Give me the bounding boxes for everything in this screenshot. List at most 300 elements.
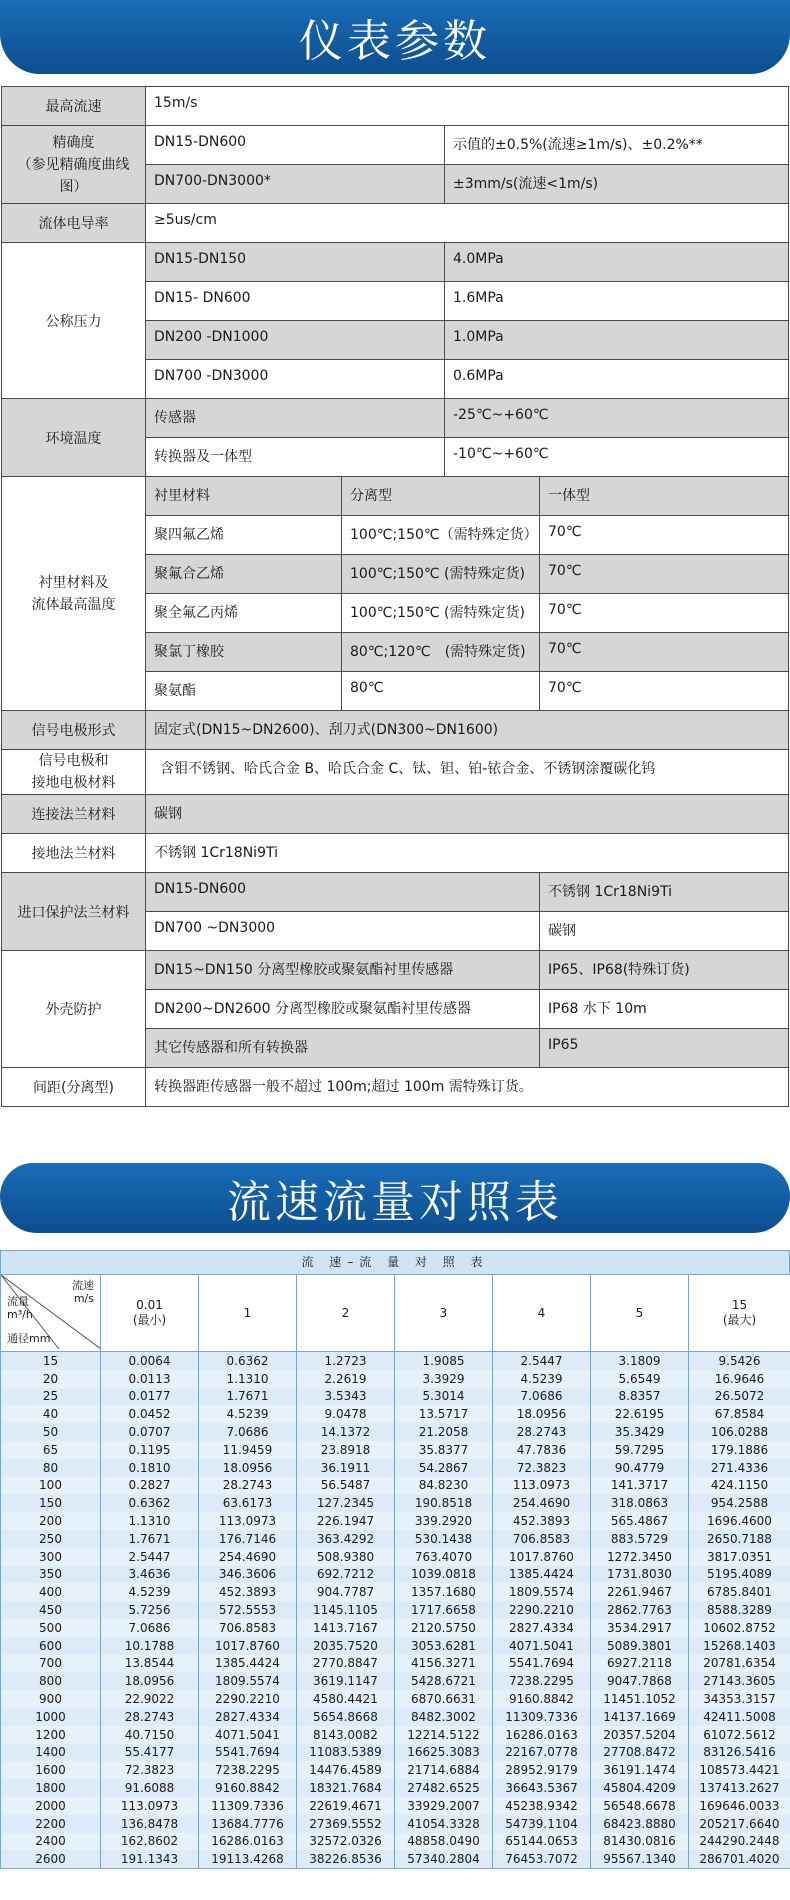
flow-table-row bbox=[1, 1477, 790, 1495]
flow-value-cell: 9.5426 bbox=[689, 1352, 790, 1370]
flow-value-cell: 81430.0816 bbox=[591, 1833, 689, 1851]
flow-value-cell: 0.0707 bbox=[101, 1423, 199, 1441]
flow-diameter-cell: 1000 bbox=[1, 1708, 101, 1726]
flow-value-cell: 8.8357 bbox=[591, 1388, 689, 1406]
flow-value-cell: 141.3717 bbox=[591, 1477, 689, 1495]
flow-value-cell: 424.1150 bbox=[689, 1477, 790, 1495]
flow-value-cell: 7.0686 bbox=[199, 1423, 297, 1441]
spec-value: DN15- DN600 bbox=[146, 282, 445, 321]
flow-value-cell: 706.8583 bbox=[199, 1619, 297, 1637]
flow-value-cell: 57340.2804 bbox=[395, 1850, 493, 1868]
flow-value-cell: 176.7146 bbox=[199, 1530, 297, 1548]
flow-table-row bbox=[1, 1583, 790, 1601]
flow-value-cell: 14476.4589 bbox=[297, 1761, 395, 1779]
flow-value-cell: 113.0973 bbox=[199, 1512, 297, 1530]
spec-value: 4.0MPa bbox=[445, 243, 789, 282]
flow-value-cell: 3534.2917 bbox=[591, 1619, 689, 1637]
flow-value-cell: 5541.7694 bbox=[493, 1655, 591, 1673]
flow-value-cell: 1385.4424 bbox=[199, 1655, 297, 1673]
flow-table-row bbox=[1, 1815, 790, 1833]
flow-diameter-cell: 400 bbox=[1, 1583, 101, 1601]
flow-diameter-cell: 350 bbox=[1, 1566, 101, 1584]
flow-value-cell: 32572.0326 bbox=[297, 1833, 395, 1851]
flow-table-row bbox=[1, 1512, 790, 1530]
flow-value-cell: 286701.4020 bbox=[689, 1850, 790, 1868]
flow-value-cell: 76453.7072 bbox=[493, 1850, 591, 1868]
flow-diameter-cell: 65 bbox=[1, 1441, 101, 1459]
flow-table-row bbox=[1, 1761, 790, 1779]
flow-value-cell: 27708.8472 bbox=[591, 1744, 689, 1762]
flow-value-cell: 452.3893 bbox=[199, 1583, 297, 1601]
flow-value-cell: 5541.7694 bbox=[199, 1744, 297, 1762]
spec-value: 含钼不锈钢、哈氏合金 B、哈氏合金 C、钛、钽、铂-铱合金、不锈钢涂覆碳化钨 bbox=[146, 750, 789, 795]
flow-col-header bbox=[395, 1275, 493, 1352]
flow-diameter-cell: 100 bbox=[1, 1477, 101, 1495]
spec-label: 环境温度 bbox=[2, 399, 146, 477]
spec-label bbox=[2, 750, 146, 795]
flow-value-cell: 40.7150 bbox=[101, 1726, 199, 1744]
flow-table-row bbox=[1, 1708, 790, 1726]
flow-value-cell: 113.0973 bbox=[493, 1477, 591, 1495]
flow-value-cell: 95567.1340 bbox=[591, 1850, 689, 1868]
flow-value-cell: 14.1372 bbox=[297, 1423, 395, 1441]
flow-value-cell: 706.8583 bbox=[493, 1530, 591, 1548]
spec-value: 其它传感器和所有转换器 bbox=[146, 1029, 540, 1068]
flow-table-row bbox=[1, 1494, 790, 1512]
flow-table-row bbox=[1, 1619, 790, 1637]
flow-value-cell: 38226.8536 bbox=[297, 1850, 395, 1868]
flow-value-cell: 45804.4209 bbox=[591, 1779, 689, 1797]
flow-diameter-cell: 300 bbox=[1, 1548, 101, 1566]
flow-value-cell: 18.0956 bbox=[199, 1459, 297, 1477]
flow-col-note: (最小) bbox=[132, 1313, 167, 1327]
flow-col-speed: 5 bbox=[635, 1305, 644, 1320]
flow-value-cell: 0.0113 bbox=[101, 1370, 199, 1388]
flow-value-cell: 318.0863 bbox=[591, 1494, 689, 1512]
flow-diameter-cell: 2400 bbox=[1, 1833, 101, 1851]
flow-value-cell: 254.4690 bbox=[199, 1548, 297, 1566]
corner-speed: 流速 bbox=[72, 1279, 94, 1292]
section-banner-params bbox=[0, 0, 790, 74]
spec-value: 碳钢 bbox=[540, 912, 789, 951]
flow-col-header bbox=[101, 1275, 199, 1352]
flow-col-header bbox=[493, 1275, 591, 1352]
flow-table-row bbox=[1, 1370, 790, 1388]
flow-col-speed: 4 bbox=[537, 1305, 546, 1320]
flow-value-cell: 1696.4600 bbox=[689, 1512, 790, 1530]
flow-value-cell: 28.2743 bbox=[199, 1477, 297, 1495]
corner-flow: 流量 bbox=[7, 1295, 29, 1308]
flow-value-cell: 65144.0653 bbox=[493, 1833, 591, 1851]
flow-value-cell: 4580.4421 bbox=[297, 1690, 395, 1708]
flow-value-cell: 21714.6884 bbox=[395, 1761, 493, 1779]
flow-value-cell: 106.0288 bbox=[689, 1423, 790, 1441]
flow-table bbox=[0, 1274, 790, 1869]
flow-value-cell: 1039.0818 bbox=[395, 1566, 493, 1584]
flow-diameter-cell: 800 bbox=[1, 1672, 101, 1690]
spec-value: 100℃;150℃（需特殊定货） bbox=[342, 516, 540, 555]
flow-value-cell: 4071.5041 bbox=[199, 1726, 297, 1744]
flow-value-cell: 1017.8760 bbox=[493, 1548, 591, 1566]
flow-table-row bbox=[1, 1548, 790, 1566]
flow-value-cell: 0.2827 bbox=[101, 1477, 199, 1495]
spec-value: 100℃;150℃ (需特殊定货) bbox=[342, 555, 540, 594]
flow-value-cell: 244290.2448 bbox=[689, 1833, 790, 1851]
flow-diameter-cell: 600 bbox=[1, 1637, 101, 1655]
flow-value-cell: 55.4177 bbox=[101, 1744, 199, 1762]
flow-diameter-cell: 1200 bbox=[1, 1726, 101, 1744]
flow-value-cell: 11451.1052 bbox=[591, 1690, 689, 1708]
flow-table-row bbox=[1, 1530, 790, 1548]
flow-value-cell: 63.6173 bbox=[199, 1494, 297, 1512]
flow-value-cell: 13684.7776 bbox=[199, 1815, 297, 1833]
flow-diameter-cell: 2000 bbox=[1, 1797, 101, 1815]
flow-value-cell: 23.8918 bbox=[297, 1441, 395, 1459]
spec-value: DN15-DN600 bbox=[146, 873, 540, 912]
spec-value: IP68 水下 10m bbox=[540, 990, 789, 1029]
spec-subheader: 衬里材料 bbox=[146, 477, 342, 516]
flow-diameter-cell: 250 bbox=[1, 1530, 101, 1548]
flow-value-cell: 33929.2007 bbox=[395, 1797, 493, 1815]
flow-value-cell: 5654.8668 bbox=[297, 1708, 395, 1726]
flow-value-cell: 692.7212 bbox=[297, 1566, 395, 1584]
flow-table-row bbox=[1, 1388, 790, 1406]
flow-value-cell: 27482.6525 bbox=[395, 1779, 493, 1797]
spec-label: 信号电极形式 bbox=[2, 711, 146, 750]
flow-diameter-cell: 1800 bbox=[1, 1779, 101, 1797]
flow-diameter-cell: 40 bbox=[1, 1405, 101, 1423]
flow-value-cell: 83126.5416 bbox=[689, 1744, 790, 1762]
flow-value-cell: 271.4336 bbox=[689, 1459, 790, 1477]
spec-label-line: 接地电极材料 bbox=[31, 775, 116, 791]
flow-value-cell: 90.4779 bbox=[591, 1459, 689, 1477]
flow-value-cell: 1.9085 bbox=[395, 1352, 493, 1370]
flow-value-cell: 3817.0351 bbox=[689, 1548, 790, 1566]
spec-label-line: 信号电极和 bbox=[38, 753, 109, 769]
flow-table-title: 流 速–流 量 对 照 表 bbox=[0, 1250, 790, 1274]
flow-diameter-cell: 2600 bbox=[1, 1850, 101, 1868]
spec-value: 70℃ bbox=[540, 633, 789, 672]
flow-table-wrapper bbox=[0, 1250, 790, 1869]
spec-label-line: 流体最高温度 bbox=[31, 596, 116, 613]
flow-value-cell: 7.0686 bbox=[101, 1619, 199, 1637]
flow-value-cell: 27143.3605 bbox=[689, 1672, 790, 1690]
flow-col-header bbox=[591, 1275, 689, 1352]
corner-flow-unit: m³/h bbox=[7, 1308, 33, 1321]
flow-value-cell: 18.0956 bbox=[493, 1405, 591, 1423]
flow-value-cell: 5.7256 bbox=[101, 1601, 199, 1619]
flow-value-cell: 14137.1669 bbox=[591, 1708, 689, 1726]
spec-value: 转换器距传感器一般不超过 100m;超过 100m 需特殊订货。 bbox=[146, 1068, 789, 1107]
flow-value-cell: 2035.7520 bbox=[297, 1637, 395, 1655]
spec-value: ≥5us/cm bbox=[146, 204, 789, 243]
spec-label: 接地法兰材料 bbox=[2, 834, 146, 873]
flow-diameter-cell: 25 bbox=[1, 1388, 101, 1406]
flow-table-row bbox=[1, 1423, 790, 1441]
spec-value: 固定式(DN15~DN2600)、刮刀式(DN300~DN1600) bbox=[146, 711, 789, 750]
flow-value-cell: 36191.1474 bbox=[591, 1761, 689, 1779]
flow-value-cell: 508.9380 bbox=[297, 1548, 395, 1566]
flow-value-cell: 56.5487 bbox=[297, 1477, 395, 1495]
flow-value-cell: 28952.9179 bbox=[493, 1761, 591, 1779]
flow-diameter-cell: 200 bbox=[1, 1512, 101, 1530]
corner-flow-label bbox=[7, 1295, 33, 1321]
flow-value-cell: 179.1886 bbox=[689, 1441, 790, 1459]
flow-value-cell: 205217.6640 bbox=[689, 1815, 790, 1833]
flow-value-cell: 6927.2118 bbox=[591, 1655, 689, 1673]
spec-value: 聚四氟乙烯 bbox=[146, 516, 342, 555]
flow-col-speed: 15 bbox=[731, 1298, 748, 1312]
flow-value-cell: 113.0973 bbox=[101, 1797, 199, 1815]
flow-value-cell: 19113.4268 bbox=[199, 1850, 297, 1868]
flow-diameter-cell: 1400 bbox=[1, 1744, 101, 1762]
flow-value-cell: 34353.3157 bbox=[689, 1690, 790, 1708]
flow-value-cell: 36.1911 bbox=[297, 1459, 395, 1477]
spec-table bbox=[1, 86, 789, 1107]
spec-value: DN200~DN2600 分离型橡胶或聚氨酯衬里传感器 bbox=[146, 990, 540, 1029]
flow-value-cell: 91.6088 bbox=[101, 1779, 199, 1797]
flow-value-cell: 9.0478 bbox=[297, 1405, 395, 1423]
spec-value: 不锈钢 1Cr18Ni9Ti bbox=[540, 873, 789, 912]
flow-value-cell: 1017.8760 bbox=[199, 1637, 297, 1655]
spec-label: 连接法兰材料 bbox=[2, 795, 146, 834]
spec-value: 不锈钢 1Cr18Ni9Ti bbox=[146, 834, 789, 873]
flow-table-row bbox=[1, 1833, 790, 1851]
flow-value-cell: 346.3606 bbox=[199, 1566, 297, 1584]
flow-value-cell: 0.0064 bbox=[101, 1352, 199, 1370]
flow-value-cell: 339.2920 bbox=[395, 1512, 493, 1530]
flow-value-cell: 42411.5008 bbox=[689, 1708, 790, 1726]
flow-value-cell: 3.3929 bbox=[395, 1370, 493, 1388]
flow-diameter-cell: 50 bbox=[1, 1423, 101, 1441]
flow-table-row bbox=[1, 1601, 790, 1619]
spec-value: -10℃~+60℃ bbox=[445, 438, 789, 477]
flow-table-row bbox=[1, 1441, 790, 1459]
flow-value-cell: 0.1810 bbox=[101, 1459, 199, 1477]
spec-label: 最高流速 bbox=[2, 87, 146, 126]
flow-value-cell: 2770.8847 bbox=[297, 1655, 395, 1673]
flow-col-speed: 2 bbox=[341, 1305, 350, 1320]
flow-value-cell: 45238.9342 bbox=[493, 1797, 591, 1815]
spec-value: IP65、IP68(特殊订货) bbox=[540, 951, 789, 990]
spec-value: 转换器及一体型 bbox=[146, 438, 445, 477]
flow-value-cell: 2.2619 bbox=[297, 1370, 395, 1388]
spec-value: 1.0MPa bbox=[445, 321, 789, 360]
spec-value: 0.6MPa bbox=[445, 360, 789, 399]
spec-label bbox=[2, 477, 146, 711]
flow-value-cell: 2862.7763 bbox=[591, 1601, 689, 1619]
flow-table-row bbox=[1, 1405, 790, 1423]
flow-value-cell: 12214.5122 bbox=[395, 1726, 493, 1744]
flow-value-cell: 5.6549 bbox=[591, 1370, 689, 1388]
flow-value-cell: 8588.3289 bbox=[689, 1601, 790, 1619]
spec-value: 1.6MPa bbox=[445, 282, 789, 321]
flow-value-cell: 190.8518 bbox=[395, 1494, 493, 1512]
flow-value-cell: 5089.3801 bbox=[591, 1637, 689, 1655]
flow-value-cell: 530.1438 bbox=[395, 1530, 493, 1548]
spec-value: 碳钢 bbox=[146, 795, 789, 834]
flow-value-cell: 1731.8030 bbox=[591, 1566, 689, 1584]
flow-col-speed: 1 bbox=[243, 1305, 252, 1320]
flow-value-cell: 35.8377 bbox=[395, 1441, 493, 1459]
section-title: 流速流量对照表 bbox=[227, 1177, 563, 1228]
spec-label: 流体电导率 bbox=[2, 204, 146, 243]
flow-value-cell: 0.6362 bbox=[199, 1352, 297, 1370]
spec-label: 外壳防护 bbox=[2, 951, 146, 1068]
flow-value-cell: 127.2345 bbox=[297, 1494, 395, 1512]
flow-value-cell: 254.4690 bbox=[493, 1494, 591, 1512]
flow-diameter-cell: 900 bbox=[1, 1690, 101, 1708]
flow-table-row bbox=[1, 1655, 790, 1673]
flow-value-cell: 6785.8401 bbox=[689, 1583, 790, 1601]
spec-label-line: （参见精确度曲线图） bbox=[17, 156, 130, 195]
flow-value-cell: 22619.4671 bbox=[297, 1797, 395, 1815]
flow-value-cell: 2120.5750 bbox=[395, 1619, 493, 1637]
flow-corner-header bbox=[1, 1275, 101, 1352]
flow-value-cell: 1145.1105 bbox=[297, 1601, 395, 1619]
flow-value-cell: 72.3823 bbox=[101, 1761, 199, 1779]
spec-label: 进口保护法兰材料 bbox=[2, 873, 146, 951]
flow-value-cell: 13.8544 bbox=[101, 1655, 199, 1673]
flow-value-cell: 1272.3450 bbox=[591, 1548, 689, 1566]
flow-value-cell: 59.7295 bbox=[591, 1441, 689, 1459]
spec-value: DN200 -DN1000 bbox=[146, 321, 445, 360]
flow-value-cell: 137413.2627 bbox=[689, 1779, 790, 1797]
flow-value-cell: 191.1343 bbox=[101, 1850, 199, 1868]
flow-value-cell: 2650.7188 bbox=[689, 1530, 790, 1548]
spec-value: 80℃ bbox=[342, 672, 540, 711]
flow-table-row bbox=[1, 1779, 790, 1797]
flow-table-body bbox=[1, 1352, 790, 1869]
flow-value-cell: 1.1310 bbox=[101, 1512, 199, 1530]
flow-value-cell: 21.2058 bbox=[395, 1423, 493, 1441]
flow-value-cell: 10.1788 bbox=[101, 1637, 199, 1655]
flow-value-cell: 36643.5367 bbox=[493, 1779, 591, 1797]
flow-value-cell: 1357.1680 bbox=[395, 1583, 493, 1601]
flow-value-cell: 0.1195 bbox=[101, 1441, 199, 1459]
flow-value-cell: 7238.2295 bbox=[199, 1761, 297, 1779]
flow-value-cell: 18.0956 bbox=[101, 1672, 199, 1690]
flow-value-cell: 1717.6658 bbox=[395, 1601, 493, 1619]
flow-table-row bbox=[1, 1352, 790, 1370]
flow-value-cell: 41054.3328 bbox=[395, 1815, 493, 1833]
flow-value-cell: 13.5717 bbox=[395, 1405, 493, 1423]
flow-value-cell: 11309.7336 bbox=[493, 1708, 591, 1726]
flow-value-cell: 3.5343 bbox=[297, 1388, 395, 1406]
flow-value-cell: 7.0686 bbox=[493, 1388, 591, 1406]
flow-col-speed: 0.01 bbox=[136, 1298, 163, 1312]
flow-value-cell: 136.8478 bbox=[101, 1815, 199, 1833]
flow-diameter-cell: 20 bbox=[1, 1370, 101, 1388]
flow-diameter-cell: 2200 bbox=[1, 1815, 101, 1833]
spec-value: 15m/s bbox=[146, 87, 789, 126]
flow-value-cell: 5428.6721 bbox=[395, 1672, 493, 1690]
flow-value-cell: 18321.7684 bbox=[297, 1779, 395, 1797]
spec-subheader: 分离型 bbox=[342, 477, 540, 516]
flow-value-cell: 61072.5612 bbox=[689, 1726, 790, 1744]
flow-value-cell: 9047.7868 bbox=[591, 1672, 689, 1690]
flow-value-cell: 54739.1104 bbox=[493, 1815, 591, 1833]
flow-value-cell: 68423.8880 bbox=[591, 1815, 689, 1833]
flow-value-cell: 20357.5204 bbox=[591, 1726, 689, 1744]
corner-speed-label bbox=[72, 1279, 94, 1305]
flow-diameter-cell: 1600 bbox=[1, 1761, 101, 1779]
flow-value-cell: 169646.0033 bbox=[689, 1797, 790, 1815]
flow-value-cell: 16286.0163 bbox=[493, 1726, 591, 1744]
flow-value-cell: 3.4636 bbox=[101, 1566, 199, 1584]
flow-value-cell: 8143.0082 bbox=[297, 1726, 395, 1744]
flow-value-cell: 4156.3271 bbox=[395, 1655, 493, 1673]
flow-value-cell: 5195.4089 bbox=[689, 1566, 790, 1584]
flow-col-header bbox=[297, 1275, 395, 1352]
section-title: 仪表参数 bbox=[299, 16, 491, 67]
spec-value: 80℃;120℃ (需特殊定货) bbox=[342, 633, 540, 672]
flow-value-cell: 1809.5574 bbox=[493, 1583, 591, 1601]
flow-table-row bbox=[1, 1637, 790, 1655]
spec-value: 70℃ bbox=[540, 672, 789, 711]
flow-value-cell: 1413.7167 bbox=[297, 1619, 395, 1637]
corner-diameter: 通径mm bbox=[7, 1332, 51, 1345]
flow-value-cell: 26.5072 bbox=[689, 1388, 790, 1406]
flow-table-row bbox=[1, 1672, 790, 1690]
spec-label-line: 精确度 bbox=[52, 134, 95, 151]
flow-value-cell: 2261.9467 bbox=[591, 1583, 689, 1601]
flow-value-cell: 565.4867 bbox=[591, 1512, 689, 1530]
spec-value: DN15-DN600 bbox=[146, 126, 445, 165]
flow-value-cell: 4.5239 bbox=[101, 1583, 199, 1601]
flow-value-cell: 1809.5574 bbox=[199, 1672, 297, 1690]
flow-value-cell: 9160.8842 bbox=[199, 1779, 297, 1797]
flow-value-cell: 16625.3083 bbox=[395, 1744, 493, 1762]
flow-value-cell: 7238.2295 bbox=[493, 1672, 591, 1690]
flow-value-cell: 1.1310 bbox=[199, 1370, 297, 1388]
spec-subheader: 一体型 bbox=[540, 477, 789, 516]
flow-value-cell: 22.9022 bbox=[101, 1690, 199, 1708]
flow-value-cell: 16.9646 bbox=[689, 1370, 790, 1388]
flow-table-row bbox=[1, 1690, 790, 1708]
flow-value-cell: 20781.6354 bbox=[689, 1655, 790, 1673]
spec-value: 聚氯丁橡胶 bbox=[146, 633, 342, 672]
flow-value-cell: 904.7787 bbox=[297, 1583, 395, 1601]
spec-value: ±3mm/s(流速<1m/s) bbox=[445, 165, 789, 204]
flow-value-cell: 9160.8842 bbox=[493, 1690, 591, 1708]
flow-col-note: (最大) bbox=[722, 1313, 757, 1327]
spec-value: IP65 bbox=[540, 1029, 789, 1068]
flow-value-cell: 84.8230 bbox=[395, 1477, 493, 1495]
spec-value: 70℃ bbox=[540, 594, 789, 633]
flow-value-cell: 4071.5041 bbox=[493, 1637, 591, 1655]
flow-value-cell: 2827.4334 bbox=[199, 1708, 297, 1726]
flow-value-cell: 48858.0490 bbox=[395, 1833, 493, 1851]
flow-value-cell: 108573.4421 bbox=[689, 1761, 790, 1779]
spec-value: DN15-DN150 bbox=[146, 243, 445, 282]
spec-value: 示值的±0.5%(流速≥1m/s)、±0.2%** bbox=[445, 126, 789, 165]
flow-value-cell: 954.2588 bbox=[689, 1494, 790, 1512]
flow-value-cell: 1.2723 bbox=[297, 1352, 395, 1370]
flow-col-header bbox=[689, 1275, 790, 1352]
flow-value-cell: 2290.2210 bbox=[199, 1690, 297, 1708]
flow-value-cell: 67.8584 bbox=[689, 1405, 790, 1423]
flow-diameter-cell: 150 bbox=[1, 1494, 101, 1512]
flow-value-cell: 452.3893 bbox=[493, 1512, 591, 1530]
spec-value: DN15~DN150 分离型橡胶或聚氨酯衬里传感器 bbox=[146, 951, 540, 990]
flow-value-cell: 56548.6678 bbox=[591, 1797, 689, 1815]
section-banner-flow bbox=[0, 1163, 790, 1233]
flow-value-cell: 54.2867 bbox=[395, 1459, 493, 1477]
flow-value-cell: 35.3429 bbox=[591, 1423, 689, 1441]
flow-value-cell: 3619.1147 bbox=[297, 1672, 395, 1690]
flow-value-cell: 3053.6281 bbox=[395, 1637, 493, 1655]
